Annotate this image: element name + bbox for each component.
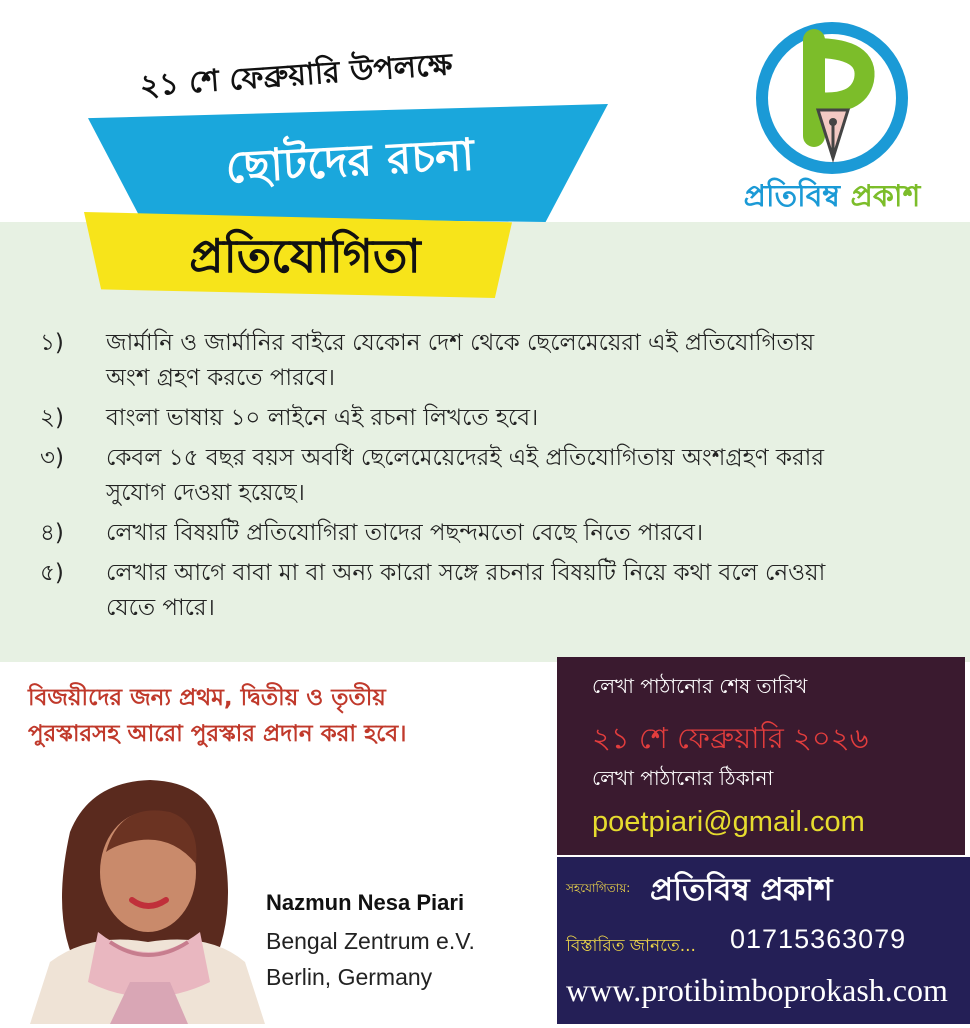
rule-text: জার্মানি ও জার্মানির বাইরে যেকোন দেশ থেকে ছেলেমেয়েরা এই প্রতিযোগিতায় অংশ গ্রহণ করতে পারবে। bbox=[106, 330, 815, 391]
publisher-name-part-2: প্রকাশ bbox=[850, 179, 921, 214]
sponsor-name: প্রতিবিম্ব প্রকাশ bbox=[650, 872, 833, 908]
website-link[interactable]: www.protibimboprokash.com bbox=[566, 972, 948, 1008]
rule-number: ৪) bbox=[40, 520, 64, 546]
deadline-date: ২১ শে ফেব্রুয়ারি ২০২৬ bbox=[592, 721, 869, 755]
prize-line-2: পুরস্কারসহ আরো পুরস্কার প্রদান করা হবে। bbox=[28, 721, 407, 747]
rule-text: কেবল ১৫ বছর বয়স অবধি ছেলেমেয়েদেরই এই প্রতিযোগিতায় অংশগ্রহণ করার সুযোগ দেওয়া হয়েছে। bbox=[106, 445, 824, 506]
title-line-2: প্রতিযোগিতা bbox=[189, 229, 421, 283]
rule-item bbox=[40, 326, 940, 396]
rule-text: লেখার বিষয়টি প্রতিযোগিরা তাদের পছন্দমতো বেছে নিতে পারবে। bbox=[106, 520, 704, 546]
publisher-name bbox=[712, 172, 952, 223]
person-photo bbox=[10, 772, 265, 1024]
rule-item bbox=[40, 441, 940, 511]
occasion-heading: ২১ শে ফেব্রুয়ারি উপলক্ষে bbox=[138, 47, 454, 104]
rule-item bbox=[40, 516, 940, 551]
publisher-name-part-1: প্রতিবিম্ব bbox=[743, 179, 841, 214]
info-label: বিস্তারিত জানতে... bbox=[566, 936, 696, 956]
pen-nib-logo-icon bbox=[752, 18, 912, 178]
phone-number[interactable]: 01715363079 bbox=[730, 924, 907, 954]
prize-line-1: বিজয়ীদের জন্য প্রথম, দ্বিতীয় ও তৃতীয় bbox=[28, 685, 386, 711]
rule-number: ৫) bbox=[40, 560, 64, 586]
person-name: Nazmun Nesa Piari bbox=[266, 890, 465, 915]
email-link[interactable]: poetpiari@gmail.com bbox=[592, 806, 865, 838]
rule-item bbox=[40, 401, 940, 436]
sponsor-label: সহযোগিতায়: bbox=[566, 881, 631, 895]
rule-text: লেখার আগে বাবা মা বা অন্য কারো সঙ্গে রচনার বিষয়টি নিয়ে কথা বলে নেওয়া যেতে পারে। bbox=[106, 560, 826, 621]
rule-number: ৩) bbox=[40, 445, 64, 471]
publisher-logo bbox=[752, 18, 912, 178]
deadline-label: লেখা পাঠানোর শেষ তারিখ bbox=[592, 674, 808, 698]
rule-item bbox=[40, 556, 940, 626]
person-organization: Bengal Zentrum e.V. bbox=[266, 928, 475, 954]
prize-notice bbox=[28, 680, 568, 752]
address-label: লেখা পাঠানোর ঠিকানা bbox=[592, 766, 774, 790]
title-line-1: ছোটদের রচনা bbox=[224, 129, 476, 194]
rule-text: বাংলা ভাষায় ১০ লাইনে এই রচনা লিখতে হবে। bbox=[106, 405, 539, 431]
rules-list bbox=[40, 326, 940, 631]
portrait-illustration bbox=[10, 772, 265, 1024]
person-location: Berlin, Germany bbox=[266, 964, 433, 990]
rule-number: ১) bbox=[40, 330, 64, 356]
rule-number: ২) bbox=[40, 405, 64, 431]
